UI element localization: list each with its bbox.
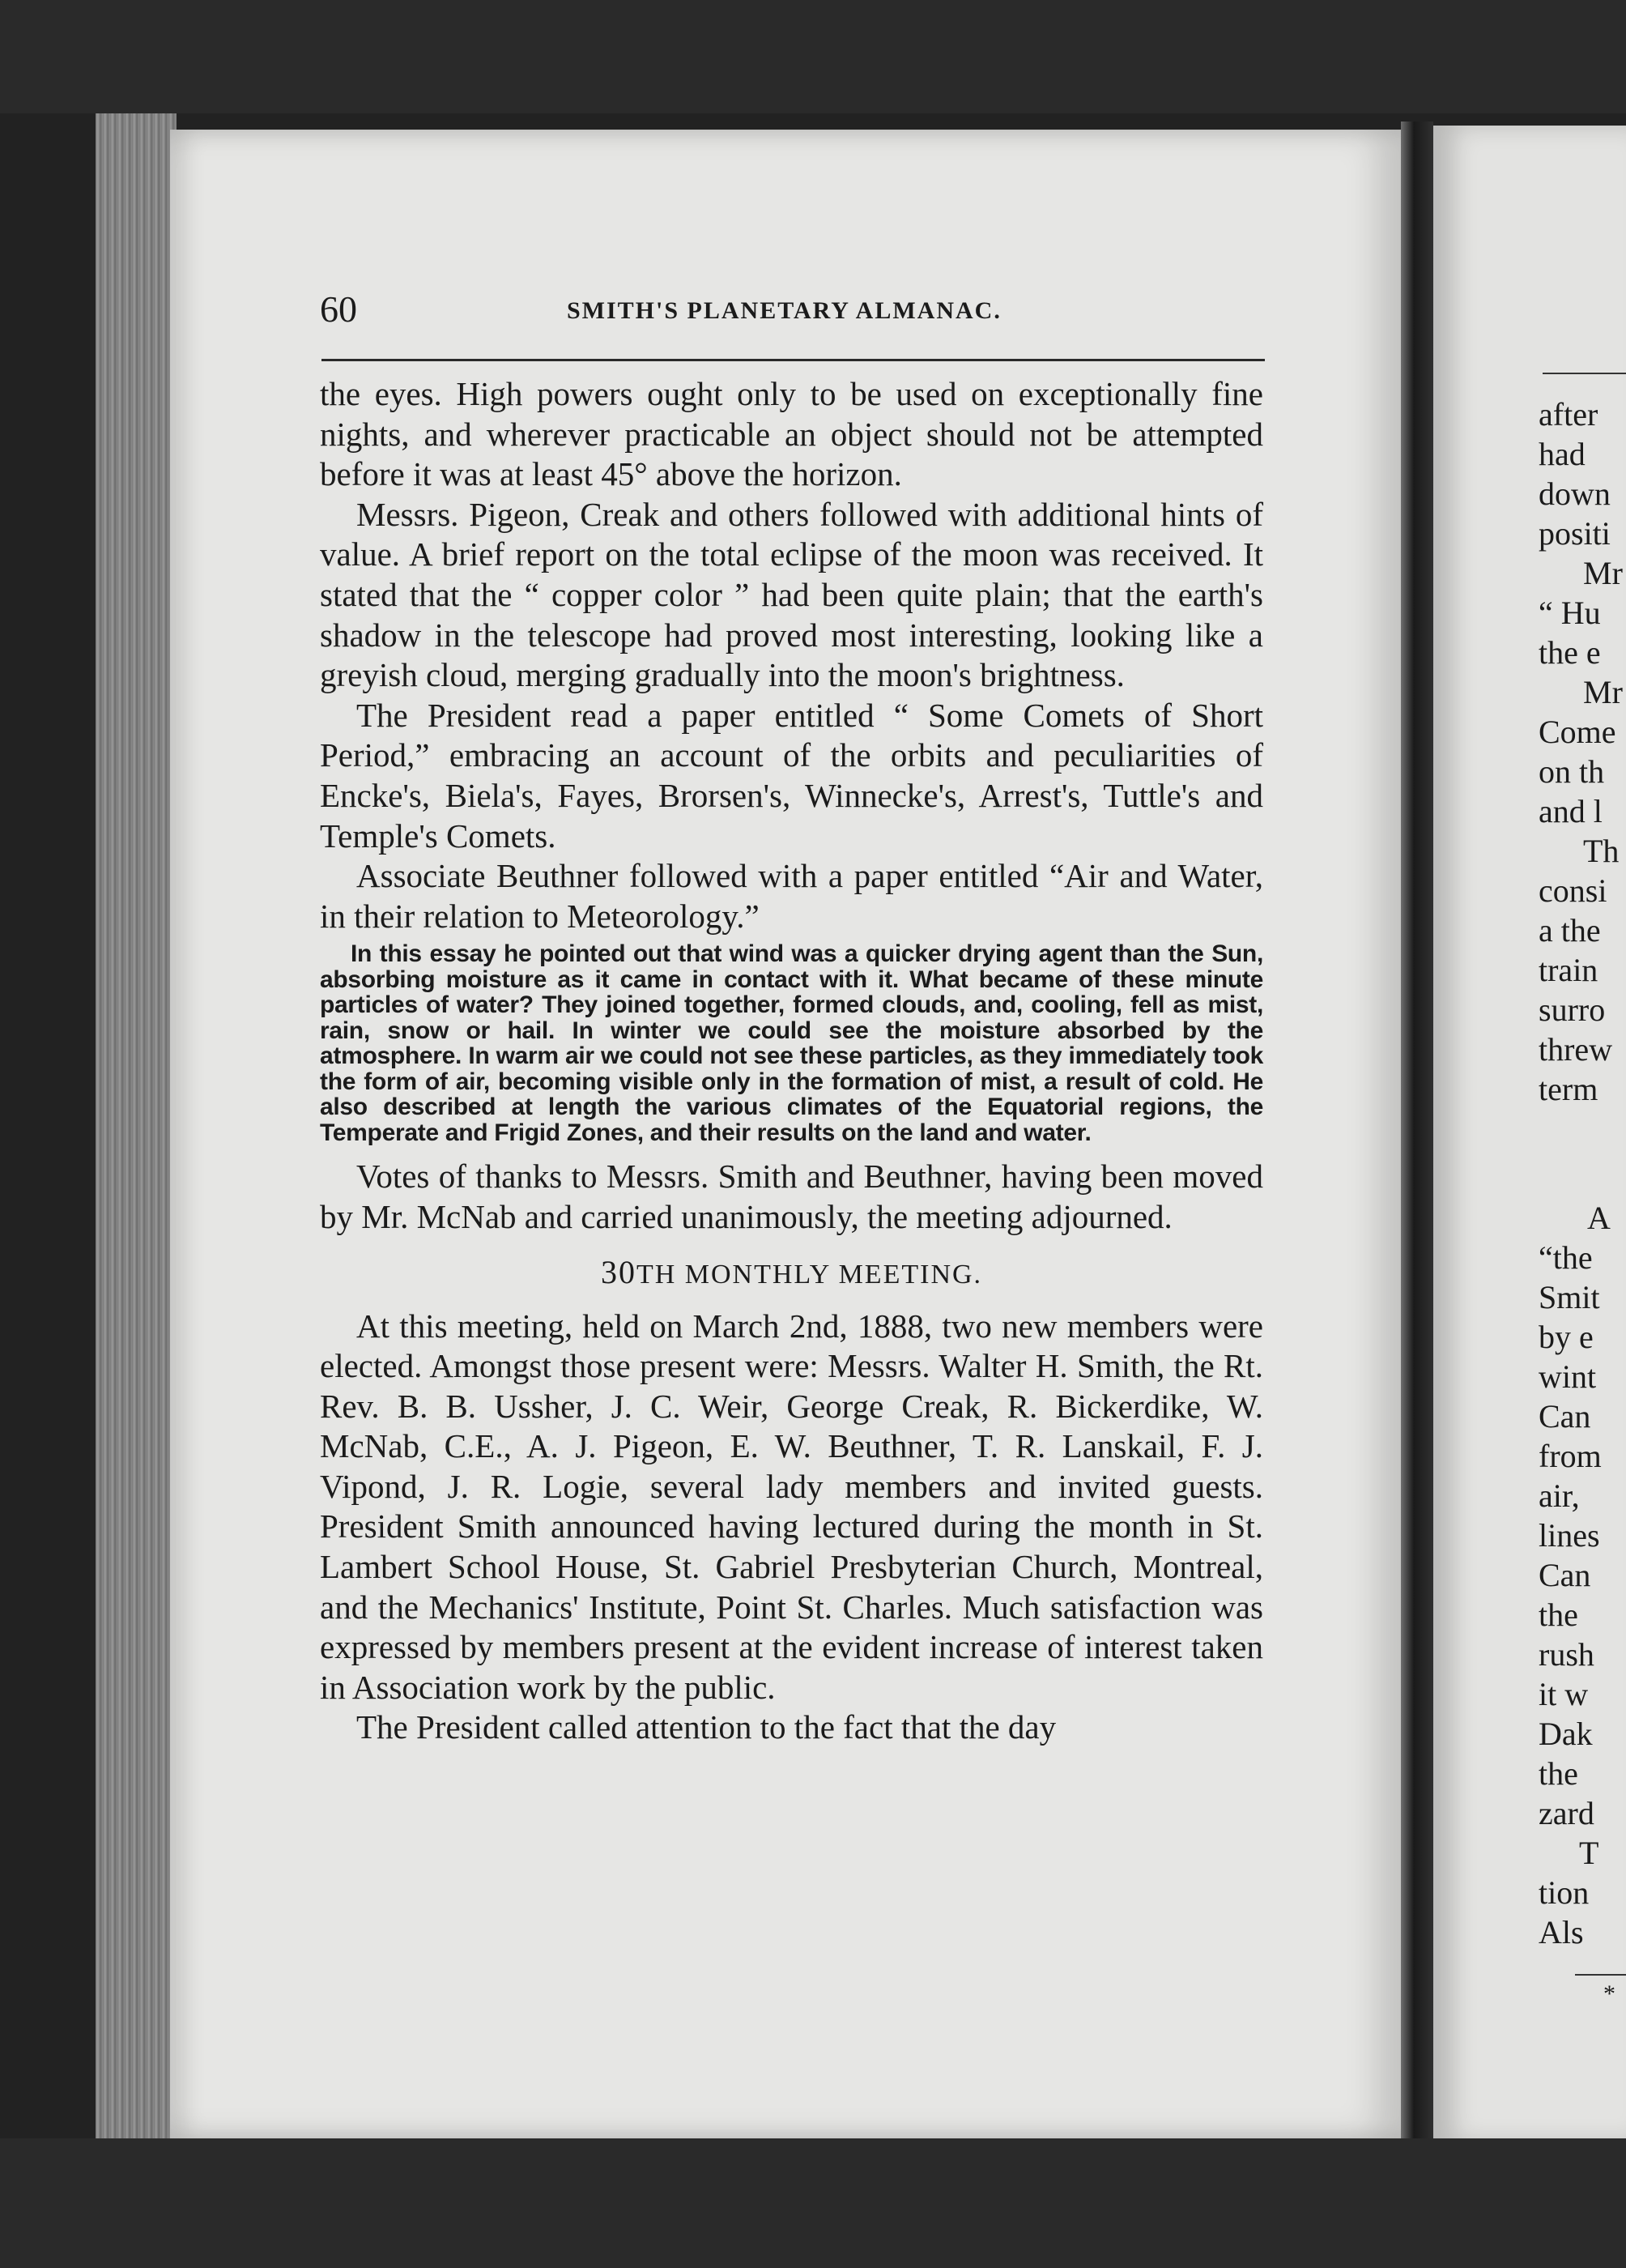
right-fragment: tion <box>1539 1874 1590 1911</box>
essay-summary: In this essay he pointed out that wind was a quicker drying agent than the Sun, absorbing moisture as it came in contact with it. What became of these minute particles of water? They joined together, formed clouds, and, cooling, fell as mist, rain, snow or hail. In winter we could see the moisture absorbed by the atmosphere. In warm air we could not see these particles, as they immediately took the form of air, becoming visible only in the formation of mist, a result of cold. He also described at length the various climates of the Equatorial regions, the Temperate and Frigid Zones, and their results on the land and water. <box>320 940 1263 1146</box>
scan-bottom-margin <box>0 2138 1626 2268</box>
running-title: SMITH'S PLANETARY ALMANAC. <box>567 297 1002 324</box>
right-fragment: Smit <box>1539 1279 1600 1315</box>
right-fragment: had <box>1539 436 1586 472</box>
right-fragment: term <box>1539 1071 1598 1107</box>
scan-top-margin <box>0 0 1626 113</box>
right-fragment: zard <box>1539 1795 1594 1831</box>
section-heading-text: TH MONTHLY MEETING. <box>636 1259 983 1290</box>
right-fragment: surro <box>1539 991 1606 1028</box>
right-fragment: air, <box>1539 1477 1580 1514</box>
right-fragment: Can <box>1539 1557 1591 1593</box>
right-fragment: it w <box>1539 1676 1589 1712</box>
paragraph-president-day: The President called attention to the fact that the day <box>356 1708 1057 1746</box>
right-fragment: threw <box>1539 1031 1613 1068</box>
header-rule <box>321 359 1265 361</box>
right-fragment: the <box>1539 1755 1578 1792</box>
page-body <box>320 374 1263 1748</box>
right-fragment: Als <box>1539 1914 1584 1950</box>
right-fragment: by e <box>1539 1319 1594 1355</box>
section-number: 30 <box>600 1253 636 1290</box>
right-fragment: on th <box>1539 753 1605 790</box>
right-fragment: “ Hu <box>1539 595 1601 631</box>
right-fragment: consi <box>1539 872 1607 909</box>
right-fragment: and l <box>1539 793 1603 829</box>
right-fragment: train <box>1539 952 1598 988</box>
right-fragment: A <box>1587 1200 1611 1236</box>
right-fragment: rush <box>1539 1636 1594 1673</box>
right-fragment: down <box>1539 475 1611 512</box>
page-header <box>320 288 1263 336</box>
right-fragment: Mr <box>1583 674 1623 710</box>
book-page-edges <box>96 113 177 2163</box>
right-fragment: T <box>1579 1835 1599 1871</box>
right-fragment: Mr <box>1583 555 1623 591</box>
right-fragment: positi <box>1539 515 1611 552</box>
book-gutter <box>1401 122 1433 2146</box>
paragraph-pigeon-creak: Messrs. Pigeon, Creak and others followed with additional hints of value. A brief report on the total eclipse of the moon was received. It stated that the “ copper color ” had been quite plain; that the earth's shadow in the telescope had proved most interesting, looking like a greyish cloud, merging gradually into the moon's brightness. <box>320 495 1263 694</box>
right-footnote-marker: * <box>1603 1980 1615 2007</box>
right-fragment: a the <box>1539 912 1601 949</box>
right-fragment: the <box>1539 1597 1578 1633</box>
section-heading <box>320 1252 1263 1295</box>
right-page-rule <box>1543 373 1626 374</box>
right-page-footnote-rule <box>1575 1974 1626 1976</box>
right-fragment: after <box>1539 396 1598 433</box>
paragraph-meeting: At this meeting, held on March 2nd, 1888, two new members were elected. Amongst those present were: Messrs. Walter H. Smith, the Rt. Rev. B. B. Ussher, J. C. Weir, George Creak, R. Bickerdike, W. McNab, C.E., A. J. Pigeon, E. W. Beuthner, T. R. Lanskail, F. J. Vipond, J. R. Logie, several lady members and invited guests. President Smith announced having lectured during the month in St. Lambert School House, St. Gabriel Presbyterian Church, Montreal, and the Mechanics' Institute, Point St. Charles. Much satisfaction was expressed by members present at the evident increase of interest taken in Association work by the public. <box>320 1307 1263 1706</box>
paragraph-comets: The President read a paper entitled “ Some Comets of Short Period,” embracing an account of the orbits and peculiarities of Encke's, Biela's, Fayes, Brorsen's, Winnecke's, Arrest's, Tuttle's and Temple's Comets. <box>320 696 1263 855</box>
right-fragment: the e <box>1539 634 1601 671</box>
paragraph-beuthner: Associate Beuthner followed with a paper entitled “Air and Water, in their relation to Meteorology.” <box>320 857 1263 935</box>
page-number: 60 <box>320 288 357 330</box>
paragraph-eyes: the eyes. High powers ought only to be used on exceptionally fine nights, and wherever practicable an object should not be attempted before it was at least 45° above the horizon. <box>320 375 1263 493</box>
right-fragment: wint <box>1539 1358 1597 1395</box>
right-fragment: Th <box>1583 833 1620 869</box>
right-fragment: “the <box>1539 1239 1593 1276</box>
paragraph-votes: Votes of thanks to Messrs. Smith and Beuthner, having been moved by Mr. McNab and carried unanimously, the meeting adjourned. <box>320 1157 1263 1235</box>
right-fragment: Dak <box>1539 1716 1593 1752</box>
right-fragment: Can <box>1539 1398 1591 1435</box>
right-fragment: lines <box>1539 1517 1600 1554</box>
right-fragment: from <box>1539 1438 1602 1474</box>
right-fragment: Come <box>1539 714 1616 750</box>
